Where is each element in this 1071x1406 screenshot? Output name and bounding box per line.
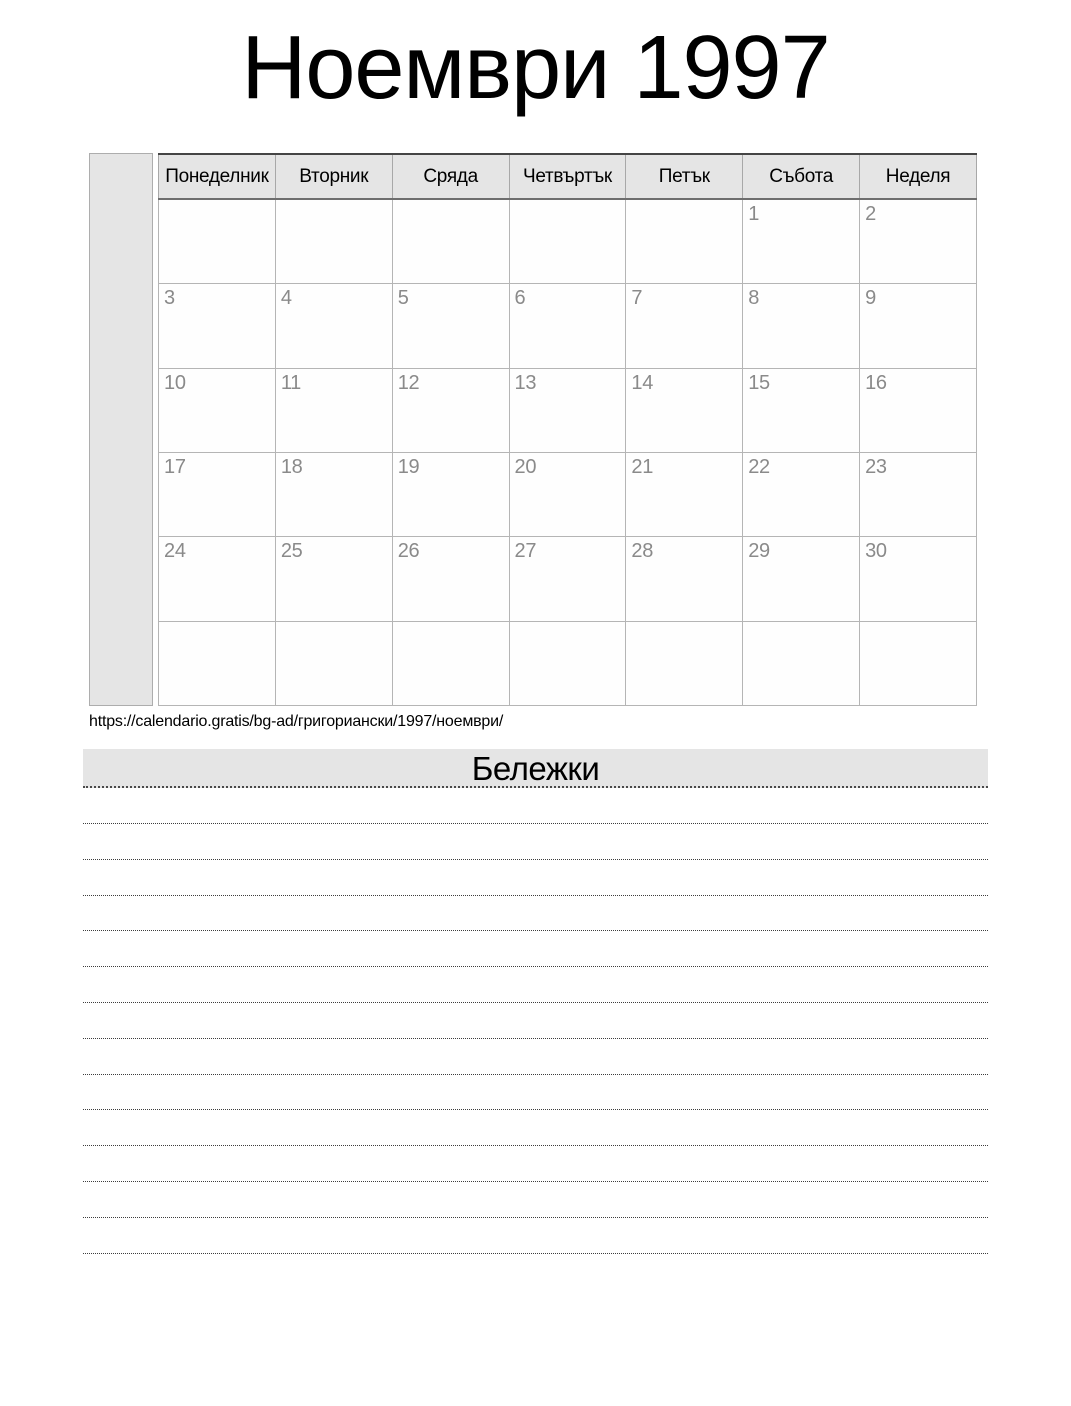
day-number: 23: [865, 455, 887, 478]
day-number: 21: [631, 455, 654, 478]
day-cell: [626, 452, 743, 536]
day-cell: [159, 368, 276, 452]
weekday-header: Петък: [626, 154, 743, 199]
empty-day-cell: [509, 199, 626, 283]
note-line: [83, 1182, 988, 1218]
day-number: 22: [748, 455, 770, 478]
day-cell: [509, 537, 626, 621]
day-number: 16: [865, 371, 887, 394]
week-row: [159, 621, 977, 705]
day-cell: [509, 284, 626, 368]
notes-heading: Бележки: [83, 749, 988, 788]
note-line: [83, 824, 988, 860]
day-number: 4: [280, 287, 292, 310]
empty-day-cell: [159, 199, 276, 283]
weekday-row: [159, 154, 977, 199]
day-cell: [275, 284, 392, 368]
day-cell: [392, 284, 509, 368]
day-number: 17: [164, 455, 186, 478]
note-line: [83, 788, 988, 824]
empty-day-cell: [392, 199, 509, 283]
note-line: [83, 1218, 988, 1254]
notes-section: [83, 749, 988, 1253]
day-number: 26: [397, 540, 420, 563]
day-number: 6: [514, 287, 526, 310]
day-cell: [159, 452, 276, 536]
day-number: 25: [280, 540, 303, 563]
page-title: Ноември 1997: [241, 18, 830, 118]
day-cell: [860, 537, 977, 621]
day-number: 19: [397, 455, 420, 478]
day-cell: [275, 537, 392, 621]
calendar-table: [158, 153, 977, 706]
weekday-header: Вторник: [275, 154, 392, 199]
day-cell: [392, 537, 509, 621]
day-number: 13: [514, 371, 537, 394]
day-cell: [509, 452, 626, 536]
day-cell: [626, 368, 743, 452]
day-number: 7: [631, 287, 643, 310]
day-cell: [860, 199, 977, 283]
empty-day-cell: [626, 199, 743, 283]
note-line: [83, 1146, 988, 1182]
day-number: 24: [164, 540, 186, 563]
note-line: [83, 1003, 988, 1039]
day-cell: [743, 368, 860, 452]
page: [0, 20, 1071, 1406]
empty-day-cell: [275, 199, 392, 283]
day-number: 3: [164, 287, 175, 310]
day-cell: [392, 452, 509, 536]
week-row: [159, 537, 977, 621]
day-cell: [743, 452, 860, 536]
day-cell: [860, 368, 977, 452]
note-line: [83, 1075, 988, 1111]
week-row: [159, 199, 977, 283]
day-cell: [860, 452, 977, 536]
day-cell: [860, 284, 977, 368]
day-number: 11: [280, 371, 302, 394]
weekday-header: Понеделник: [159, 154, 276, 199]
weekday-header: Събота: [743, 154, 860, 199]
empty-day-cell: [275, 621, 392, 705]
day-number: 20: [514, 455, 537, 478]
day-cell: [743, 199, 860, 283]
calendar-head: [159, 154, 977, 199]
empty-day-cell: [626, 621, 743, 705]
note-line: [83, 896, 988, 932]
day-cell: [159, 284, 276, 368]
calendar: [89, 153, 1071, 706]
day-cell: [626, 537, 743, 621]
empty-day-cell: [860, 621, 977, 705]
calendar-gutter-column: [89, 153, 153, 706]
day-number: 1: [748, 203, 760, 226]
day-cell: [743, 284, 860, 368]
day-number: 14: [631, 371, 654, 394]
day-cell: [743, 537, 860, 621]
note-line: [83, 931, 988, 967]
weekday-header: Неделя: [860, 154, 977, 199]
source-url: https://calendario.gratis/bg-ad/григориански/1997/ноември/: [89, 713, 504, 731]
calendar-body: [159, 199, 977, 706]
day-number: 5: [397, 287, 409, 310]
weekday-header: Четвъртък: [509, 154, 626, 199]
notes-lines: [83, 788, 988, 1253]
day-cell: [626, 284, 743, 368]
week-row: [159, 368, 977, 452]
note-line: [83, 967, 988, 1003]
note-line: [83, 1110, 988, 1146]
day-number: 27: [514, 540, 537, 563]
day-number: 12: [397, 371, 420, 394]
empty-day-cell: [392, 621, 509, 705]
day-number: 2: [865, 203, 876, 226]
week-row: [159, 452, 977, 536]
day-number: 29: [748, 540, 770, 563]
weekday-header: Сряда: [392, 154, 509, 199]
day-cell: [275, 452, 392, 536]
day-number: 9: [865, 287, 876, 310]
day-cell: [392, 368, 509, 452]
day-number: 15: [748, 371, 770, 394]
day-number: 18: [280, 455, 303, 478]
note-line: [83, 1039, 988, 1075]
week-row: [159, 284, 977, 368]
empty-day-cell: [159, 621, 276, 705]
empty-day-cell: [509, 621, 626, 705]
note-line: [83, 860, 988, 896]
day-number: 10: [164, 371, 186, 394]
day-cell: [509, 368, 626, 452]
day-cell: [275, 368, 392, 452]
day-cell: [159, 537, 276, 621]
day-number: 8: [748, 287, 760, 310]
day-number: 28: [631, 540, 654, 563]
day-number: 30: [865, 540, 887, 563]
empty-day-cell: [743, 621, 860, 705]
